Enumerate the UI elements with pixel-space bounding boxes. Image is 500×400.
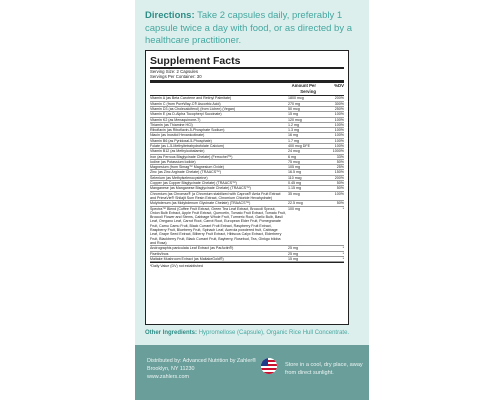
nutrient-amount: 15 mg (288, 112, 298, 117)
nutrient-amount: 15 mg (288, 256, 298, 261)
nutrient-name: Fisetin/Inos (150, 251, 169, 256)
nutrient-amount: 100 mg (288, 206, 300, 211)
nutrient-amount: 1800 mcg (288, 96, 304, 101)
nutrient-amount: 22.5 mcg (288, 201, 303, 206)
label-footer (135, 345, 369, 400)
supplement-facts-title: Supplement Facts (150, 55, 241, 67)
nutrient-name: Vitamin A (as Beta Carotene and Retinyl Palmitate) (150, 96, 232, 101)
directions (145, 10, 359, 48)
nutrient-name: Spectra™ Blend (Coffee Fruit Extract, Green Tea Leaf Extract, Broccoli Sprout, Onion Bulb Extract, Apple Fruit Extract, Quercetin, Tomato Fruit Extract, Tomato Fruit, Broccoli Flower and Stems, Cabbage Whole Fruit, Turmeric Root, Garlic Bulb, Basil Leaf, Oregano Leaf, Carrot Root, Carrot Root, European Elder Fruit, Pomegranate Fruit, Camu Camu Fruit, Black Currant Fruit Extract, Raspberry Fruit Extract, Raspberry Fruit, Blueberry Fruit, Spinach Leaf, Acerola powdered fruit, Cabbage Leaf, Grape Seed Extract, Bilberry Fruit Extract, Hibiscus Calyx Extract, Elderberry Fruit, Blackberry Fruit, Black Currant Fruit, Bayberry, Rosebud, Tea, Ginkgo biloba and Rosa) (150, 206, 286, 245)
header-amount: Amount Per Serving (291, 83, 316, 95)
nutrient-name: Iodine (as Potassium Iodide) (150, 159, 196, 164)
nutrient-amount: 16.5 mg (288, 170, 301, 175)
nutrient-name: Vitamin K2 (as Menaquinone-7) (150, 117, 201, 122)
nutrient-amount: 6 mg (288, 154, 296, 159)
nutrient-amount: 35 mcg (288, 191, 300, 196)
nutrient-amount: 1.2 mg (288, 122, 299, 127)
nutrient-dv: 50% (336, 181, 344, 186)
nutrient-name: Andrographis paniculata Leaf Extract (as ParActin®) (150, 246, 234, 251)
nutrient-dv: 150% (334, 170, 344, 175)
header-dv: %DV (334, 83, 344, 89)
nutrient-amount: 24 mcg (288, 149, 300, 154)
nutrient-name: Vitamin E (as D-Alpha Tocopheryl Succinate) (150, 112, 222, 117)
nutrient-name: Vitamin B6 (as Pyridoxal-5-Phosphate) (150, 138, 212, 143)
product-label (135, 0, 369, 400)
facts-rows (150, 96, 344, 262)
nutrient-amount: 75 mcg (288, 159, 300, 164)
distributor-text: Distributed by: Advanced Nutrition by Zahler® Brooklyn, NY 11230 (147, 358, 257, 372)
nutrient-name: Iron (as Ferrous Bisglycinate Chelate) (Ferrochel™) (150, 154, 233, 159)
nutrient-amount: 1.7 mg (288, 138, 299, 143)
nutrient-dv: 250% (334, 106, 344, 111)
nutrient-amount: 16 mg (288, 133, 298, 138)
facts-row (150, 207, 344, 247)
nutrient-dv: 200% (334, 96, 344, 101)
nutrient-name: Niacin (as Inositol Hexanicotinate) (150, 133, 205, 138)
nutrient-name: Vitamin C (from PureWay-C® Ascorbic Acid) (150, 101, 221, 106)
nutrient-dv: 100% (334, 122, 344, 127)
facts-row (150, 192, 344, 202)
other-ingredients (145, 329, 359, 337)
nutrient-amount: 1.15 mg (288, 186, 301, 191)
nutrient-dv: 200% (334, 175, 344, 180)
nutrient-amount: 1.3 mg (288, 128, 299, 133)
facts-header-row (150, 83, 344, 96)
nutrient-dv: 25% (336, 165, 344, 170)
dv-footnote: *Daily Value (DV) not established (150, 262, 344, 269)
usa-flag-icon (261, 358, 277, 374)
nutrient-dv: 100% (334, 112, 344, 117)
header-spacer (150, 83, 276, 95)
nutrient-dv: 100% (334, 117, 344, 122)
servings-per-container: Servings Per Container: 30 (150, 73, 202, 79)
directions-label: Directions: (145, 10, 195, 21)
nutrient-dv: 100% (334, 191, 344, 196)
nutrient-name: Thiamin (as Thiamine HCl) (150, 122, 193, 127)
nutrient-dv: 33% (336, 154, 344, 159)
supplement-facts-panel (145, 50, 349, 325)
nutrient-dv: * (342, 206, 344, 211)
storage-instructions: Store in a cool, dry place, away from direct sunlight. (285, 362, 363, 376)
nutrient-name: Vitamin B12 (as Methylcobalamin) (150, 149, 205, 154)
nutrient-name: Riboflavin (as Riboflavin-5-Phosphate Sodium) (150, 128, 225, 133)
nutrient-name: Selenium (as Methylselenocysteine) (150, 175, 208, 180)
nutrient-dv: * (342, 251, 344, 256)
nutrient-dv: 50% (336, 159, 344, 164)
distributor-block (147, 357, 257, 381)
nutrient-dv: 100% (334, 143, 344, 148)
nutrient-dv: 50% (336, 186, 344, 191)
nutrient-name: Magnesium (from Simag™ Magnesium Oxide) (150, 165, 224, 170)
nutrient-amount: 25 mg (288, 251, 298, 256)
other-ingredients-text: Hypromellose (Capsule), Organic Rice Hull Concentrate. (198, 330, 350, 336)
nutrient-amount: 400 mcg DFE (288, 143, 310, 148)
nutrient-name: Copper (as Copper Bisglycinate Chelate) (TRAACS™) (150, 181, 237, 186)
nutrient-name: Zinc (as Zinc Arginate Chelate) (TRAACS™) (150, 170, 221, 175)
nutrient-dv: * (342, 246, 344, 251)
nutrient-name: Folate (as L-5-Methyltetrahydrofolate Calcium) (150, 143, 225, 148)
other-ingredients-label: Other Ingredients: (145, 330, 198, 336)
nutrient-dv: 300% (334, 101, 344, 106)
website-text: www.zahlers.com (147, 374, 189, 380)
nutrient-name: Maitake Mushroom Extract (as MaitakeGold®) (150, 256, 224, 261)
serving-size: Serving Size: 2 Capsules (150, 68, 199, 74)
nutrient-amount: 0.45 mg (288, 181, 301, 186)
nutrient-amount: 105 mg (288, 165, 300, 170)
nutrient-dv: * (342, 256, 344, 261)
nutrient-name: Vitamin D3 (as Cholecalciferol) (from Lichen) (Vegan) (150, 106, 236, 111)
nutrient-amount: 120 mcg (288, 117, 302, 122)
nutrient-dv: 100% (334, 133, 344, 138)
nutrient-amount: 25 mg (288, 246, 298, 251)
nutrient-name: Manganese (as Manganese Bisglycinate Chelate) (TRAACS™) (150, 186, 251, 191)
nutrient-amount: 110 mcg (288, 175, 302, 180)
nutrient-dv: 100% (334, 128, 344, 133)
nutrient-amount: 270 mg (288, 101, 300, 106)
directions-text: Take 2 capsules daily, preferably 1 capsule twice a day with food, or as directed by a healthcare practitioner. (145, 10, 353, 46)
nutrient-name: Chromium (as Chromax® (a Chromium stabilized with Capros® Amla Fruit Extract and PrimaVie® Shilajit Sum Resin Extract, Chromium Chloride Hexahydrate) (150, 191, 281, 200)
nutrient-amount: 50 mcg (288, 106, 300, 111)
nutrient-dv: 1000% (332, 149, 344, 154)
nutrient-dv: 50% (336, 201, 344, 206)
nutrient-name: Molybdenum (as Molybdenum Glycinate Chelate) (TRAACS™) (150, 201, 251, 206)
nutrient-dv: 100% (334, 138, 344, 143)
